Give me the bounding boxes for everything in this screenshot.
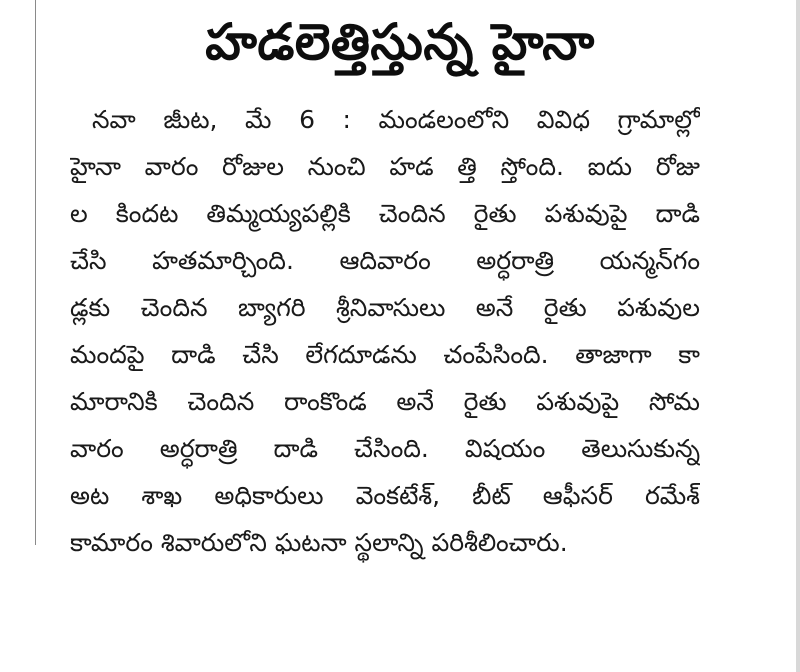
article-line: కామారం శివారులోని ఘటనా స్థలాన్ని పరిశీలించారు.	[70, 528, 568, 557]
headline: హడలెత్తిస్తున్న హైనా	[205, 13, 595, 71]
article-line: హైనా వారం రోజుల నుంచి హడ త్తి స్తోంది. ఐదు రోజు	[70, 152, 700, 181]
column-divider	[35, 0, 36, 545]
article-line: ల కిందట తిమ్మయ్యపల్లికి చెందిన రైతు పశువుపై దాడి	[70, 199, 700, 228]
article-line: డ్లకు చెందిన బ్యాగరి శ్రీనివాసులు అనే రైతు పశువుల	[70, 293, 700, 322]
article-line: మారానికి చెందిన రాంకొండ అనే రైతు పశువుపై సోమ	[70, 387, 700, 416]
article-line: అట శాఖ అధికారులు వెంకటేశ్‌, బీట్‌ ఆఫీసర్‌ రమేశ్‌	[70, 481, 700, 510]
article-line: నవా జీుట, మే 6 : మండలంలోని వివిధ గ్రామాల్లో	[92, 105, 700, 134]
page-edge	[796, 0, 800, 672]
article-line: మందపై దాడి చేసి లేగదూడను చంపేసింది. తాజాగా కా	[70, 340, 700, 369]
article-line: వారం అర్ధరాత్రి దాడి చేసింది. విషయం తెలుసుకున్న	[70, 434, 700, 463]
article-line: చేసి హతమార్చింది. ఆదివారం అర్ధరాత్రి యన్మన్‌గం	[70, 246, 700, 275]
article-body	[70, 96, 700, 566]
